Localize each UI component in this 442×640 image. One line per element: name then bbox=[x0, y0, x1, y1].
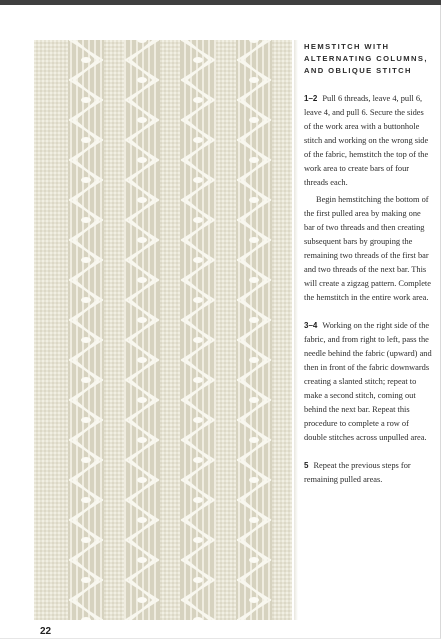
stitch-crossing bbox=[249, 117, 259, 123]
step-1-2-continued bbox=[304, 193, 432, 305]
stitch-crossing bbox=[137, 317, 147, 323]
stitch-crossing bbox=[137, 517, 147, 523]
stitch-crossing bbox=[249, 357, 259, 363]
stitch-crossing bbox=[137, 117, 147, 123]
stitch-crossing bbox=[81, 337, 91, 343]
stitch-crossing bbox=[137, 197, 147, 203]
step-number: 5 bbox=[304, 461, 309, 470]
instructions bbox=[304, 41, 432, 501]
stitch-crossing bbox=[193, 257, 203, 263]
stitch-crossing bbox=[249, 477, 259, 483]
stitch-crossing bbox=[81, 257, 91, 263]
stitch-crossing bbox=[193, 577, 203, 583]
page-number: 22 bbox=[40, 626, 52, 637]
stitch-crossing bbox=[81, 537, 91, 543]
stitch-crossing bbox=[193, 97, 203, 103]
stitch-crossing bbox=[137, 597, 147, 603]
step-text: Repeat the previous steps for remaining pulled areas. bbox=[304, 461, 411, 484]
stitch-crossing bbox=[249, 237, 259, 243]
stitch-crossing bbox=[81, 497, 91, 503]
step-text: Begin hemstitching the bottom of the first pulled area by making one bar of two threads and then creating subsequent bars by grouping the remaining two threads of the first bar and two threads of the next bar. This will create a zigzag pattern. Complete the hemstitch in the entire work area. bbox=[304, 195, 431, 302]
stitch-crossing bbox=[81, 417, 91, 423]
stitch-crossing bbox=[81, 177, 91, 183]
stitch-crossing bbox=[193, 537, 203, 543]
stitch-crossing bbox=[193, 217, 203, 223]
step-number: 1–2 bbox=[304, 94, 318, 103]
stitch-crossing bbox=[193, 57, 203, 63]
stitch-crossing bbox=[249, 77, 259, 83]
stitch-crossing bbox=[249, 277, 259, 283]
stitch-crossing bbox=[249, 437, 259, 443]
step-3-4 bbox=[304, 319, 432, 445]
stitch-crossing bbox=[137, 477, 147, 483]
stitch-crossing bbox=[193, 457, 203, 463]
stitch-crossing bbox=[193, 137, 203, 143]
stitch-crossing bbox=[249, 597, 259, 603]
stitch-crossing bbox=[193, 297, 203, 303]
stitch-crossing bbox=[193, 497, 203, 503]
stitch-crossing bbox=[81, 297, 91, 303]
stitch-crossing bbox=[81, 97, 91, 103]
stitch-crossing bbox=[137, 237, 147, 243]
stitch-crossing bbox=[193, 417, 203, 423]
stitch-crossing bbox=[137, 557, 147, 563]
stitch-crossing bbox=[81, 577, 91, 583]
stitch-crossing bbox=[137, 157, 147, 163]
photo-edge bbox=[294, 40, 298, 620]
stitch-crossing bbox=[137, 437, 147, 443]
stitch-crossing bbox=[193, 337, 203, 343]
step-1-2 bbox=[304, 92, 432, 190]
step-number: 3–4 bbox=[304, 321, 318, 330]
stitch-crossing bbox=[81, 377, 91, 383]
section-heading: HEMSTITCH WITH ALTERNATING COLUMNS, AND OBLIQUE STITCH bbox=[304, 42, 428, 75]
stitch-crossing bbox=[81, 137, 91, 143]
stitch-crossing bbox=[249, 397, 259, 403]
step-5 bbox=[304, 459, 432, 487]
stitch-crossing bbox=[137, 77, 147, 83]
step-text: Working on the right side of the fabric, and from right to left, pass the needle behind the fabric (upward) and then in front of the fabric downwards creating a slanted stitch; repeat to make a second stitch, coming out behind the next bar. Repeat this procedure to complete a row of double stitches across unpulled area. bbox=[304, 321, 432, 442]
stitch-crossing bbox=[137, 397, 147, 403]
stitch-crossing bbox=[193, 377, 203, 383]
stitch-crossing bbox=[193, 177, 203, 183]
stitch-crossing bbox=[249, 557, 259, 563]
stitch-crossing bbox=[81, 57, 91, 63]
stitch-crossing bbox=[249, 317, 259, 323]
stitch-photo bbox=[34, 40, 292, 620]
stitch-crossing bbox=[249, 517, 259, 523]
stitch-crossing bbox=[81, 457, 91, 463]
stitch-crossing bbox=[137, 277, 147, 283]
stitch-crossing bbox=[137, 357, 147, 363]
top-rule bbox=[0, 0, 441, 5]
stitch-crossing bbox=[249, 197, 259, 203]
stitch-crossing bbox=[249, 157, 259, 163]
step-text: Pull 6 threads, leave 4, pull 6, leave 4, and pull 6. Secure the sides of the work area with a buttonhole stitch and working on the wrong side of the fabric, hemstitch the top of the work area to create bars of four threads each. bbox=[304, 94, 429, 187]
stitch-crossing bbox=[81, 217, 91, 223]
